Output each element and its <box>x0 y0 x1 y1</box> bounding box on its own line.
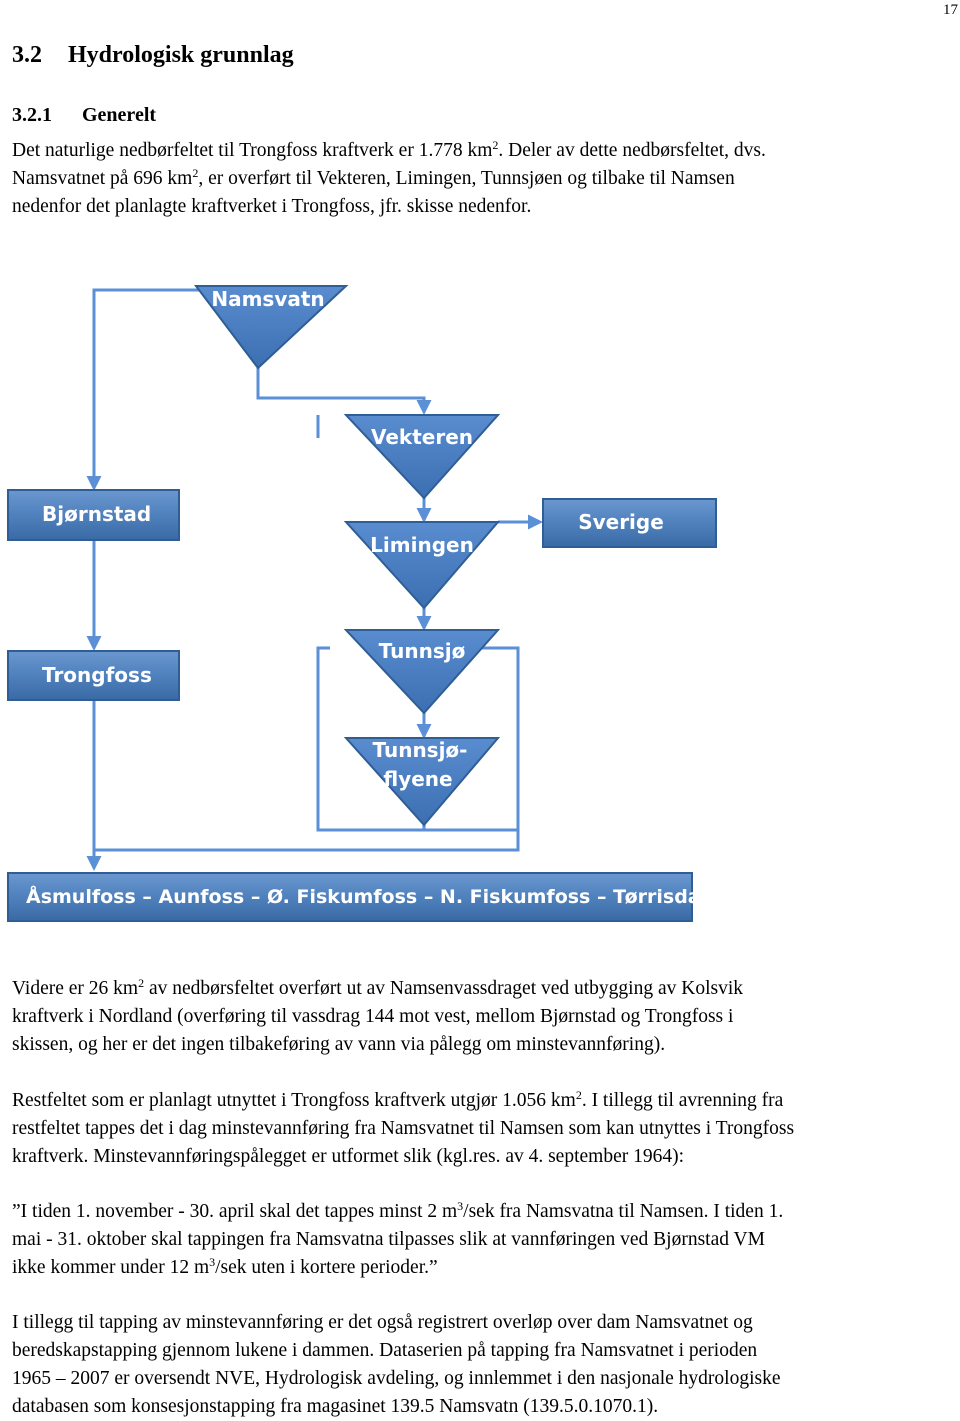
para3-line-4: databasen som konsesjonstapping fra magasinet 139.5 Namsvatn (139.5.0.1070.1). <box>12 1396 659 1417</box>
para1-line-1a: Videre er 26 km <box>12 978 139 999</box>
paragraph-3 <box>12 1309 958 1421</box>
section-heading <box>12 42 294 69</box>
para2-line-3: kraftverk. Minstevannføringspålegget er utformet slik (kgl.res. av 4. september 1964): <box>12 1146 685 1167</box>
subsection-number: 3.2.1 <box>12 104 52 126</box>
paragraph-1 <box>12 975 958 1059</box>
reservoir-namsvatn <box>196 286 346 368</box>
box-label-sverige: Sverige <box>578 510 664 534</box>
reservoir-label-namsvatn: Namsvatn <box>211 287 325 311</box>
quote-paragraph <box>12 1198 958 1282</box>
box-label-downstream: Åsmulfoss – Aunfoss – Ø. Fiskumfoss – N. Fiskumfoss – Tørrisdal <box>26 886 708 908</box>
arrow-namsvatn-vekteren <box>258 365 424 412</box>
superscript: 2 <box>192 166 199 180</box>
arrow-flyene-bottom <box>94 830 518 850</box>
para1-line-1b: av nedbørsfeltet overført ut av Namsenvassdraget ved utbygging av Kolsvik <box>144 978 744 999</box>
section-number: 3.2 <box>12 42 42 68</box>
intro-line-2a: Namsvatnet på 696 km <box>12 168 193 189</box>
flow-arrows <box>94 290 540 868</box>
quote-line-1a: ”I tiden 1. november - 30. april skal det tappes minst 2 m <box>12 1201 458 1222</box>
superscript: 2 <box>492 138 499 152</box>
para2-line-1b: . I tillegg til avrenning fra <box>581 1090 784 1111</box>
intro-line-1b: . Deler av dette nedbørsfeltet, dvs. <box>498 140 766 161</box>
superscript: 3 <box>457 1199 464 1213</box>
para3-line-1: I tillegg til tapping av minstevannføring er det også registrert overløp over dam Namsvatnet og <box>12 1312 753 1333</box>
intro-line-2b: , er overført til Vekteren, Limingen, Tunnsjøen og tilbake til Namsen <box>198 168 735 189</box>
quote-line-3a: ikke kommer under 12 m <box>12 1257 210 1278</box>
reservoir-tunnsjoflyene <box>346 738 498 825</box>
box-sverige <box>543 499 716 547</box>
intro-paragraph <box>12 137 958 221</box>
quote-line-3b: /sek uten i kortere perioder.” <box>215 1257 438 1278</box>
reservoir-label-vekteren: Vekteren <box>370 425 474 449</box>
box-bjornstad <box>8 490 179 540</box>
superscript: 3 <box>209 1255 216 1269</box>
superscript: 2 <box>575 1088 582 1102</box>
subsection-heading <box>12 104 156 127</box>
box-trongfoss <box>8 651 179 700</box>
quote-line-2: mai - 31. oktober skal tappingen fra Namsvatna tilpasses slik at vannføringen ved Bjørnstad VM <box>12 1229 765 1250</box>
box-downstream-plants <box>8 873 707 921</box>
reservoir-limingen <box>346 522 498 608</box>
arrow-namsvatn-bjornstad <box>94 290 200 488</box>
quote-line-1b: /sek fra Namsvatna til Namsen. I tiden 1. <box>463 1201 784 1222</box>
section-title: Hydrologisk grunnlag <box>68 42 294 68</box>
para1-line-2: kraftverk i Nordland (overføring til vassdrag 144 mot vest, mellom Bjørnstad og Trongfoss i <box>12 1006 734 1027</box>
paragraph-2 <box>12 1087 958 1171</box>
reservoir-vekteren <box>346 415 498 498</box>
superscript: 2 <box>138 976 145 990</box>
reservoir-label-limingen: Limingen <box>370 533 474 557</box>
page-number: 17 <box>943 2 958 18</box>
subsection-title: Generelt <box>82 104 157 126</box>
water-transfer-diagram <box>0 270 960 930</box>
reservoir-label-tunnsjo: Tunnsjø <box>378 639 466 663</box>
reservoir-tunnsjo <box>346 630 498 713</box>
para3-line-3: 1965 – 2007 er oversendt NVE, Hydrologisk avdeling, og innlemmet i den nasjonale hydrologiske <box>12 1368 781 1389</box>
reservoir-label-tunnsjoflyene-2: flyene <box>383 767 453 791</box>
intro-line-3: nedenfor det planlagte kraftverket i Trongfoss, jfr. skisse nedenfor. <box>12 196 532 217</box>
box-label-bjornstad: Bjørnstad <box>42 502 152 526</box>
box-label-trongfoss: Trongfoss <box>42 663 152 687</box>
intro-line-1a: Det naturlige nedbørfeltet til Trongfoss kraftverk er 1.778 km <box>12 140 493 161</box>
para2-line-1a: Restfeltet som er planlagt utnyttet i Trongfoss kraftverk utgjør 1.056 km <box>12 1090 576 1111</box>
para2-line-2: restfeltet tappes det i dag minstevannføring fra Namsvatnet til Namsen som kan utnyttes i Trongfoss <box>12 1118 795 1139</box>
reservoir-label-tunnsjoflyene-1: Tunnsjø- <box>372 738 468 762</box>
para3-line-2: beredskapstapping gjennom lukene i dammen. Dataserien på tapping fra Namsvatnet i perioden <box>12 1340 758 1361</box>
para1-line-3: skissen, og her er det ingen tilbakeføring av vann via pålegg om minstevannføring). <box>12 1034 666 1055</box>
